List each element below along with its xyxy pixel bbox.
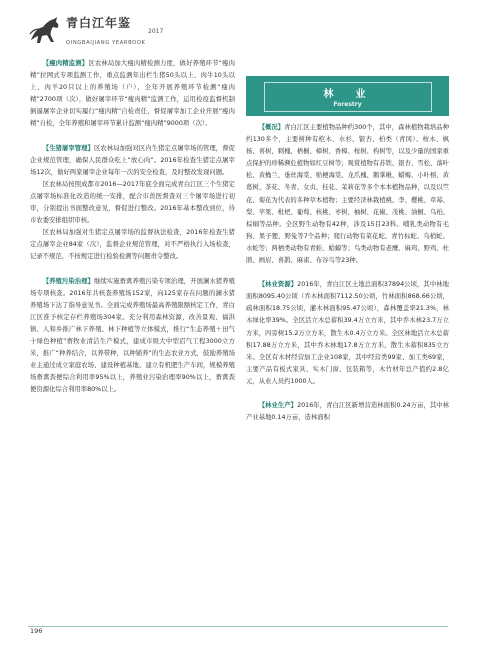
paragraph-text: 2016年，青白江区新增营造林面积0.24万亩，其中林产业基地0.14万亩，造林面积 bbox=[246, 401, 449, 422]
yearbook-subtitle: QINGBAIJIANG YEARBOOK bbox=[66, 40, 146, 46]
section-tag: 【林业资源】 bbox=[258, 281, 298, 289]
section-tag: 【生猪屠宰管理】 bbox=[42, 144, 94, 152]
paragraph bbox=[30, 276, 235, 397]
paragraph-text: 青白江区主要植物品种约300个，其中，森林植物栽培品种约130多个，主要树种有桤木、水杉、银杏、柏类（青冈）、桉木、枫杨、喜树、刺槐、梧桐、樟树、香樟、桉树、构树等，以及少量的国家重点保护的珍稀濒危植物如红豆树等；观赏植物有苏铁、银杏、雪松、落叶松、黄桷兰、垂丝海棠、贴梗海棠、龙爪槐、鹅掌楸、蜡梅、小叶榕、黄葛树、茶花、冬青、女贞、桂花、茉莉花等多个本本植物品种，以及以竺花、菊花为代表的多种草本植物；主要经济林栽植桃、李、樱桃、草莓、梨、苹果、枇杷、葡萄、核桃、枣树、柚树、花椒、茂桃、油桐、乌桕、棕榈等品种。全区野生动物有42种，涉及15目23科。哺乳类动物有毛狗、果子狸、野兔等7个品种；爬行动物有菜花蛇、青竹标蛇、乌梢蛇、水蛇等；两栖类动物有青蛙、蛤蟆等；鸟类动物有老鹰、麻鸡、野鸡、杜鹃、画眉、喜鹊、麻雀、布谷鸟等23种。 bbox=[246, 124, 450, 265]
paragraph-text: 区农林局加强对生猪定点屠宰场的监督执法检查，2016年检查生猪定点屠宰企业84家（次），监督企业规范管理，对不严格执行入场检查，记录不规范，不按规定进行检验检测等问题责令整改。 bbox=[30, 229, 235, 261]
paragraph-text: 区农林局加大瘦肉精检测力度，做好养殖环节“瘦肉精”拉网式专项监测工作，重点监测年出栏生猪50头以上、肉牛10头以上、肉羊20只以上的养殖场（户），全年开展养殖环节检测“瘦肉精”2700项（次），做好屠宰环节“瘦肉精”监测工作，运用检疫监督机制倒逼屠宰企业切实履行“瘦肉精”自检责任，督促屠宰加工企业开展“瘦肉精”自检，全年养殖和屠宰环节累计监测“瘦肉精”9000项（次）。 bbox=[30, 60, 235, 128]
paragraph bbox=[30, 58, 235, 131]
banner-subtitle: Forestry bbox=[333, 101, 362, 108]
paragraph bbox=[30, 227, 235, 263]
footer-divider bbox=[28, 626, 448, 627]
right-column bbox=[246, 122, 449, 424]
left-column bbox=[30, 58, 235, 396]
paragraph bbox=[246, 400, 449, 424]
banner-title: 林 业 bbox=[323, 89, 372, 100]
yearbook-year: 2017 bbox=[148, 28, 164, 35]
paragraph bbox=[246, 122, 449, 267]
paragraph bbox=[246, 279, 449, 388]
section-banner bbox=[246, 76, 449, 116]
paragraph-text: 继续实施畜禽养殖污染专项治理，开展澜水猪养殖场专项核查。2016年共核查养殖场152家，向125家存在问题的澜水猪养殖场下达了指导意见书。全面完成养殖场最高养殖限额核定工作，青白江区准予核定存栏养殖场304家。充分利用森林资源，改善景观、福洪镇、人和乡推广林下养殖、林下种植等立体模式，推行“生态养殖＋田气十绿色种植”畜牧业清洁生产模式，建成市级大中型沼气工程3000立方米，推广“种养结合，以养带种，以种铺养”的生态农业方式，鼓励养殖场业主通过成立家庭农场、建设种植基地、建立有机肥生产车间，规模养殖场畜禽粪便综合利用率95%以上，养殖业污染治理率90%以上，畜禽粪便资源化综合利用率80%以上。 bbox=[30, 277, 235, 394]
section-tag: 【概况】 bbox=[258, 124, 285, 131]
page-number: 196 bbox=[30, 627, 43, 635]
yearbook-header bbox=[28, 10, 228, 56]
section-tag: 【瘦肉精监测】 bbox=[42, 60, 89, 67]
section-tag: 【养殖污染治理】 bbox=[42, 277, 94, 285]
section-tag: 【林业生产】 bbox=[258, 401, 298, 409]
yearbook-title: 青白江年鉴 bbox=[66, 16, 132, 30]
paragraph-text: 2016年，青白江区土地总面积37894公顷，其中林地面积8095.40公顷（乔木林面积7112.50公顷，竹林面积868.66公顷，疏林面积18.75公顷，灌木林面积95.47公顷），森林覆盖率21.3%，林木绿化率39%。全区活立木总蓄积39.4万立方米，其中乔木林23.7万立方米，四旁树15.2万立方米，散生木0.4万立方米。全区林地活立木总蓄积17.88万立方米，其中乔木林地17.8万立方米，散生木蓄积835立方米。全区有木材经营加工企业108家，其中经营类99家、加工类69家，主要产品有板式家具、实木门窗、包装箱等，木竹材年总产值约2.8亿元，从业人员约1000人。 bbox=[246, 281, 449, 385]
paragraph bbox=[30, 179, 235, 227]
paragraph-text: 区农林局按照成都市2016—2017年底全面完成青白江区三个生猪定点屠宰场标准化改造的统一安排，配合市兽医督查对三个屠宰场进行初审，分别提出书面整改意见，督促进行整改。2016年基本整改到位，待市农委安排组织审核。 bbox=[30, 180, 235, 225]
paragraph-text: 区农林局加强对区内生猪定点屠宰场的管理，督促企业规范管理，确保人民群众吃上“放心肉”。2016年检查生猪定点屠宰场12次，做好两家屠宰企业每年一次的安全检查，及时整改发现问题。 bbox=[30, 144, 235, 176]
paragraph bbox=[30, 143, 235, 179]
horse-logo-icon bbox=[28, 14, 62, 46]
